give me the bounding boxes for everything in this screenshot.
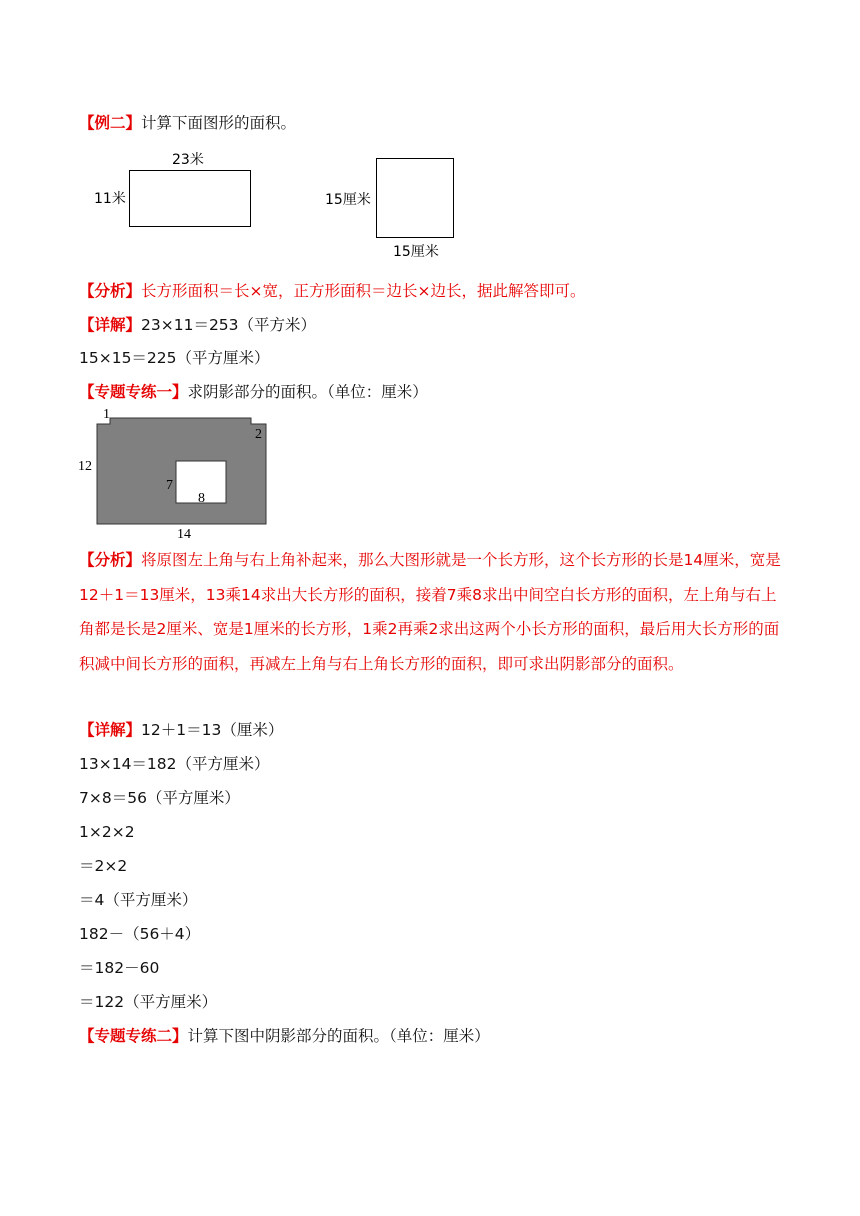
example2-detail	[79, 315, 316, 335]
square-side-label: 15厘米	[325, 192, 371, 208]
rect-width-label: 23米	[172, 152, 204, 168]
rect-height-label: 11米	[94, 191, 126, 207]
example2-figures	[88, 145, 478, 263]
height-label: 12	[78, 459, 92, 474]
detail-line: 12＋1＝13（厘米）	[141, 721, 284, 739]
practice2-question: 计算下图中阴影部分的面积。（单位：厘米）	[187, 1027, 490, 1045]
example2-tag: 【例二】	[79, 114, 142, 132]
practice1-heading	[79, 382, 428, 402]
example2-heading	[79, 113, 296, 133]
notch-right-label: 2	[255, 427, 262, 442]
example2-analysis	[79, 281, 586, 301]
inner-width-label: 8	[198, 491, 205, 506]
square-bottom-label: 15厘米	[393, 244, 439, 260]
width-label: 14	[177, 527, 191, 542]
practice2-heading	[79, 1026, 490, 1046]
example2-question: 计算下面图形的面积。	[141, 114, 297, 132]
detail-line: ＝4（平方厘米）	[79, 891, 198, 909]
practice1-detail	[79, 720, 283, 740]
detail-tag: 【详解】	[79, 721, 142, 739]
practice1-figure	[75, 405, 280, 545]
inner-height-label: 7	[166, 478, 173, 493]
notch-left-label: 1	[103, 407, 110, 422]
analysis-tag: 【分析】	[79, 551, 142, 569]
practice1-question: 求阴影部分的面积。（单位：厘米）	[187, 383, 428, 401]
detail-tag: 【详解】	[79, 316, 142, 334]
analysis-text: 长方形面积＝长×宽，正方形面积＝边长×边长，据此解答即可。	[141, 282, 586, 300]
practice1-analysis	[79, 543, 785, 681]
detail-line: 7×8＝56（平方厘米）	[79, 789, 240, 807]
detail-line: 13×14＝182（平方厘米）	[79, 755, 270, 773]
detail-line: ＝2×2	[79, 857, 128, 875]
detail-line: ＝122（平方厘米）	[79, 993, 218, 1011]
analysis-tag: 【分析】	[79, 282, 142, 300]
analysis-text: 将原图左上角与右上角补起来，那么大图形就是一个长方形，这个长方形的长是14厘米，宽是12＋1＝13厘米，13乘14求出大长方形的面积，接着7乘8求出中间空白长方形的面积，左上角与右上角都是长是2厘米、宽是1厘米的长方形，1乘2再乘2求出这两个小长方形的面积，最后用大长方形的面积减中间长方形的面积，再减左上角与右上角长方形的面积，即可求出阴影部分的面积。	[79, 551, 781, 673]
square-shape	[377, 159, 454, 238]
practice1-tag: 【专题专练一】	[79, 383, 188, 401]
detail-line: ＝182－60	[79, 959, 160, 977]
detail-line: 1×2×2	[79, 823, 135, 841]
detail-line: 15×15＝225（平方厘米）	[79, 349, 270, 367]
rectangle-shape	[130, 171, 251, 227]
detail-line: 182－（56＋4）	[79, 925, 201, 943]
detail-line: 23×11＝253（平方米）	[141, 316, 317, 334]
practice2-tag: 【专题专练二】	[79, 1027, 188, 1045]
